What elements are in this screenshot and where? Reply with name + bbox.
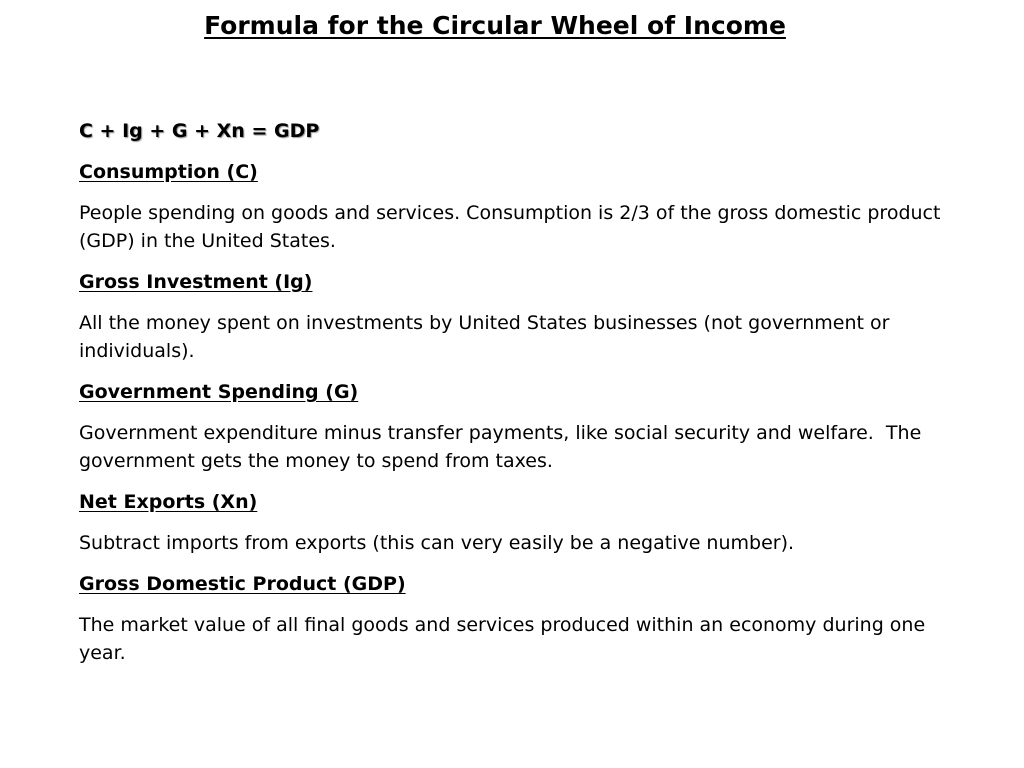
term-description-consumption: People spending on goods and services. Consumption is 2/3 of the gross domestic product (GDP) in the United States. xyxy=(79,202,947,252)
term-description-gdp: The market value of all final goods and services produced within an economy during one year. xyxy=(79,614,932,664)
term-heading-net-exports: Net Exports (Xn) xyxy=(79,491,258,513)
term-heading-gross-investment: Gross Investment (Ig) xyxy=(79,271,313,293)
term-heading-consumption: Consumption (C) xyxy=(79,161,258,183)
term-description-net-exports: Subtract imports from exports (this can very easily be a negative number). xyxy=(79,532,795,554)
term-description-government-spending: Government expenditure minus transfer payments, like social security and welfare. The government gets the money to spend from taxes. xyxy=(79,422,928,472)
gdp-formula: C + Ig + G + Xn = GDP xyxy=(79,120,320,142)
page-title: Formula for the Circular Wheel of Income xyxy=(204,11,786,40)
term-heading-government-spending: Government Spending (G) xyxy=(79,381,359,403)
content-body xyxy=(79,117,959,680)
term-description-gross-investment: All the money spent on investments by United States businesses (not government or individuals). xyxy=(79,312,896,362)
term-heading-gdp: Gross Domestic Product (GDP) xyxy=(79,573,406,595)
